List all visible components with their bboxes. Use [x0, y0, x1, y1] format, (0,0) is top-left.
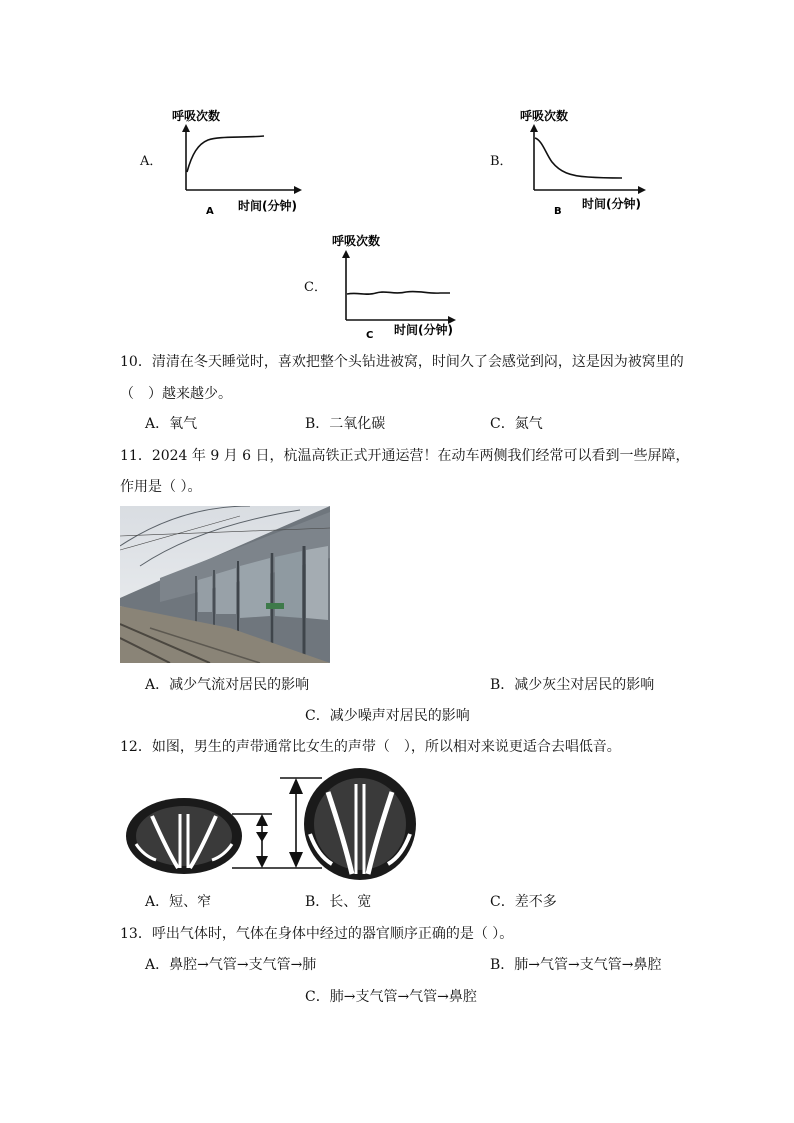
graph-b [518, 104, 658, 216]
q10-option-c: C．氮气 [490, 416, 543, 432]
q10-stem-line1: 10．清清在冬天睡觉时，喜欢把整个头钻进被窝，时间久了会感觉到闷，这是因为被窝里的 [120, 354, 684, 370]
q12-stem-line1: 12．如图，男生的声带通常比女生的声带（ ），所以相对来说更适合去唱低音。 [120, 739, 621, 755]
graph-a-y-label: 呼吸次数 [172, 109, 221, 123]
q10-option-b: B．二氧化碳 [305, 416, 386, 432]
q13-option-a: A．鼻腔→气管→支气管→肺 [145, 957, 317, 973]
q10-stem-line2: （ ）越来越少。 [120, 386, 232, 402]
noise-barrier-photo [120, 506, 330, 663]
q13-option-b: B．肺→气管→支气管→鼻腔 [490, 957, 662, 973]
male-vocal-cord [304, 768, 416, 880]
q11-option-b: B．减少灰尘对居民的影响 [490, 677, 655, 693]
q13-option-c: C．肺→支气管→气管→鼻腔 [305, 989, 477, 1005]
graph-b-y-label: 呼吸次数 [520, 109, 569, 123]
graph-c-caption: C [366, 330, 374, 338]
graph-c [330, 230, 470, 338]
graph-b-option: B． [490, 154, 513, 169]
q10-option-a: A．氧气 [145, 416, 198, 432]
graph-a-option: A． [140, 154, 163, 169]
graph-c-curve [347, 291, 450, 294]
graph-a-caption: A [206, 206, 214, 216]
vocal-cords-diagram [122, 764, 422, 882]
graph-c-x-label: 时间(分钟) [394, 323, 453, 337]
graph-a-x-label: 时间(分钟) [238, 199, 297, 213]
q11-option-a: A．减少气流对居民的影响 [145, 677, 310, 693]
graph-b-x-label: 时间(分钟) [582, 197, 641, 211]
q13-stem-line1: 13．呼出气体时，气体在身体中经过的器官顺序正确的是（ ）。 [120, 926, 514, 942]
graph-a-curve [187, 136, 264, 172]
q11-stem-line2: 作用是（ ）。 [120, 479, 202, 495]
graph-c-option: C． [304, 280, 327, 295]
graph-b-caption: B [554, 206, 562, 216]
female-vocal-cord [126, 798, 242, 874]
graph-b-curve [535, 138, 622, 178]
q11-option-c: C．减少噪声对居民的影响 [305, 708, 470, 724]
graph-a [170, 104, 310, 216]
q12-option-a: A．短、窄 [145, 894, 212, 910]
q12-option-c: C．差不多 [490, 894, 557, 910]
graph-c-y-label: 呼吸次数 [332, 234, 381, 248]
q11-stem-line1: 11．2024 年 9 月 6 日，杭温高铁正式开通运营！在动车两侧我们经常可以看到一些屏障， [120, 448, 690, 464]
q12-option-b: B．长、宽 [305, 894, 372, 910]
